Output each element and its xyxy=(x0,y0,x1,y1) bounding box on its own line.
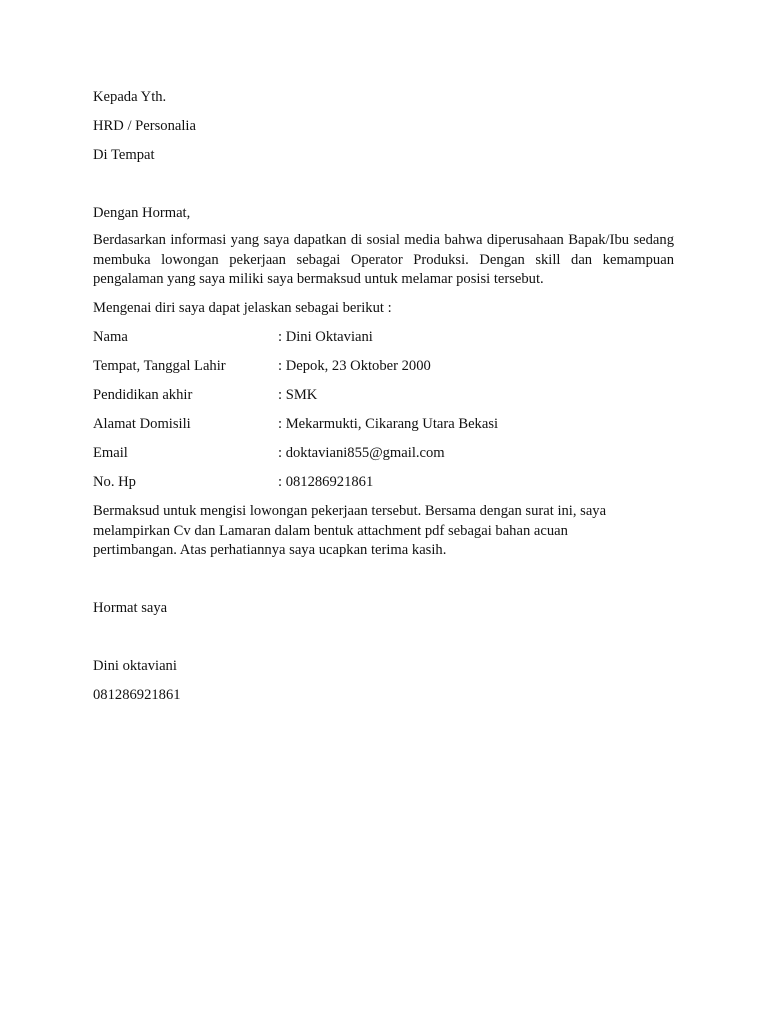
detail-label: Alamat Domisili xyxy=(93,416,191,432)
detail-value: : Depok, 23 Oktober 2000 xyxy=(278,358,431,374)
detail-value: : Mekarmukti, Cikarang Utara Bekasi xyxy=(278,416,499,432)
detail-label: Nama xyxy=(93,329,128,345)
signer-phone: 081286921861 xyxy=(93,687,181,703)
detail-value: : SMK xyxy=(278,387,318,403)
letter-page xyxy=(93,0,674,1024)
detail-value: : 081286921861 xyxy=(278,474,374,490)
detail-row-education xyxy=(93,386,674,404)
salutation: Dengan Hormat, xyxy=(93,205,191,221)
recipient-line-3: Di Tempat xyxy=(93,147,155,163)
detail-row-phone xyxy=(93,473,674,491)
recipient-line-1: Kepada Yth. xyxy=(93,89,167,105)
detail-row-email xyxy=(93,444,674,462)
recipient-line-2: HRD / Personalia xyxy=(93,118,196,134)
detail-label: Tempat, Tanggal Lahir xyxy=(93,358,226,374)
detail-row-birth xyxy=(93,357,674,375)
closing-paragraph: Bermaksud untuk mengisi lowongan pekerjaan tersebut. Bersama dengan surat ini, saya melampirkan Cv dan Lamaran dalam bentuk attachment pdf sebagai bahan acuan pertimbangan. Atas perhatiannya saya ucapkan terima kasih. xyxy=(93,503,607,558)
signer-name: Dini oktaviani xyxy=(93,658,177,674)
detail-value: : doktaviani855@gmail.com xyxy=(278,445,445,461)
detail-label: No. Hp xyxy=(93,474,136,490)
detail-row-name xyxy=(93,328,674,346)
details-intro: Mengenai diri saya dapat jelaskan sebagai berikut : xyxy=(93,300,392,316)
detail-value: : Dini Oktaviani xyxy=(278,329,373,345)
detail-row-address xyxy=(93,415,674,433)
detail-label: Email xyxy=(93,445,128,461)
sign-off: Hormat saya xyxy=(93,600,168,616)
intro-paragraph: Berdasarkan informasi yang saya dapatkan di sosial media bahwa diperusahaan Bapak/Ibu sedang membuka lowongan pekerjaan sebagai Operator Produksi. Dengan skill dan kemampuan pengalaman yang saya miliki saya bermaksud untuk melamar posisi tersebut. xyxy=(93,232,674,287)
detail-label: Pendidikan akhir xyxy=(93,387,193,403)
